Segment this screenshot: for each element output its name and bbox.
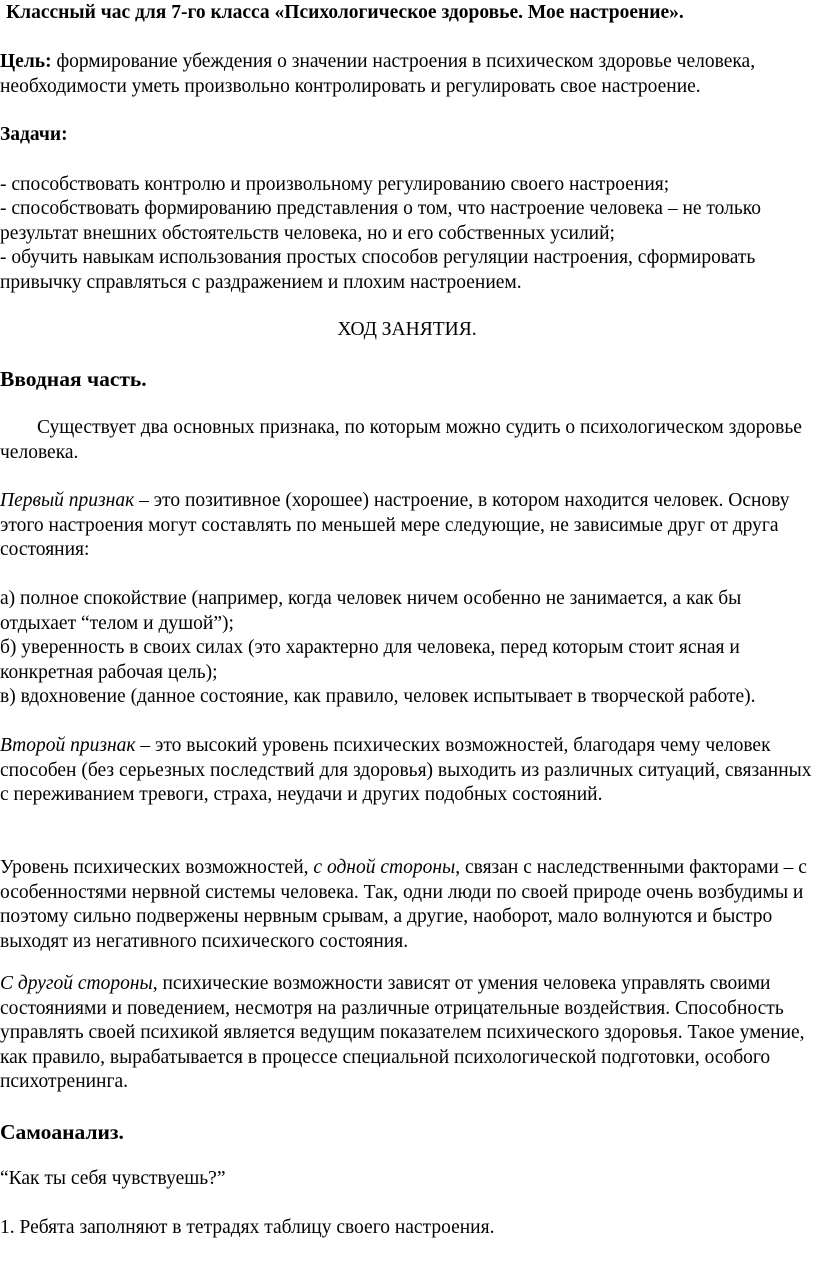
intro-lead: Существует два основных признака, по которым можно судить о психологическом здоровье человека. <box>0 417 802 463</box>
self-analysis-question: “Как ты себя чувствуешь?” <box>0 1168 226 1189</box>
intro-heading: Вводная часть. <box>0 367 147 391</box>
first-sign-text: – это позитивное (хорошее) настроение, в котором находится человек. Основу этого настроения могут составлять по меньшей мере следующие, не зависимые друг от друга состояния: <box>0 490 790 560</box>
state-item-b: б) уверенность в своих силах (это характерно для человека, перед которым стоит ясная и конкретная рабочая цель); <box>0 637 740 683</box>
state-item-c: в) вдохновение (данное состояние, как правило, человек испытывает в творческой работе). <box>0 686 756 707</box>
tasks-label: Задачи: <box>0 124 68 145</box>
task-item-3: - обучить навыкам использования простых способов регуляции настроения, сформировать привычку справляться с раздражением и плохим настроением. <box>0 247 756 293</box>
second-sign-paragraph <box>0 734 814 808</box>
other-side-text: , психические возможности зависят от умения человека управлять своими состояниями и поведением, несмотря на различные отрицательные воздействия. Способность управлять своей психикой является ведущим показателем психического здоровья. Такое умение, как правило, вырабатывается в процессе специальной психологической подготовки, особого психотренинга. <box>0 973 805 1092</box>
second-sign-text: – это высокий уровень психических возможностей, благодаря чему человек способен (без серьезных последствий для здоровья) выходить из различных ситуаций, связанных с переживанием тревоги, страха, неудачи и других подобных состояний. <box>0 735 812 805</box>
state-item-a: а) полное спокойствие (например, когда человек ничем особенно не занимается, а как бы отдыхает “телом и душой”); <box>0 588 742 634</box>
level-text-before: Уровень психических возможностей, <box>0 857 314 878</box>
task-item-1: - способствовать контролю и произвольному регулированию своего настроения; <box>0 174 670 195</box>
level-italic: с одной стороны <box>313 857 456 878</box>
second-sign-label: Второй признак <box>0 735 136 756</box>
goal-text: формирование убеждения о значении настроения в психическом здоровье человека, необходимости уметь произвольно контролировать и регулировать свое настроение. <box>0 51 756 97</box>
first-sign-label: Первый признак <box>0 490 135 511</box>
self-analysis-step-1: 1. Ребята заполняют в тетрадях таблицу своего настроения. <box>0 1217 495 1238</box>
task-item-2: - способствовать формированию представления о том, что настроение человека – не только результат внешних обстоятельств человека, но и его собственных усилий; <box>0 198 762 244</box>
goal-label: Цель: <box>0 51 52 72</box>
self-analysis-heading: Самоанализ. <box>0 1120 124 1144</box>
level-text-after: , связан с наследственными факторами – с особенностями нервной системы человека. Так, одни люди по своей природе очень возбудимы и поэтому сильно подвержены нервным срывам, а другие, наоборот, мало волнуются и быстро выходят из негативного психического состояния. <box>0 857 807 952</box>
other-side-paragraph <box>0 972 814 1095</box>
first-sign-paragraph <box>0 489 814 563</box>
course-title: ХОД ЗАНЯТИЯ. <box>337 319 477 340</box>
level-paragraph <box>0 856 814 954</box>
other-side-italic: С другой стороны <box>0 973 153 994</box>
document-title: Классный час для 7-го класса «Психологическое здоровье. Мое настроение». <box>6 2 684 23</box>
goal-paragraph <box>0 50 814 99</box>
